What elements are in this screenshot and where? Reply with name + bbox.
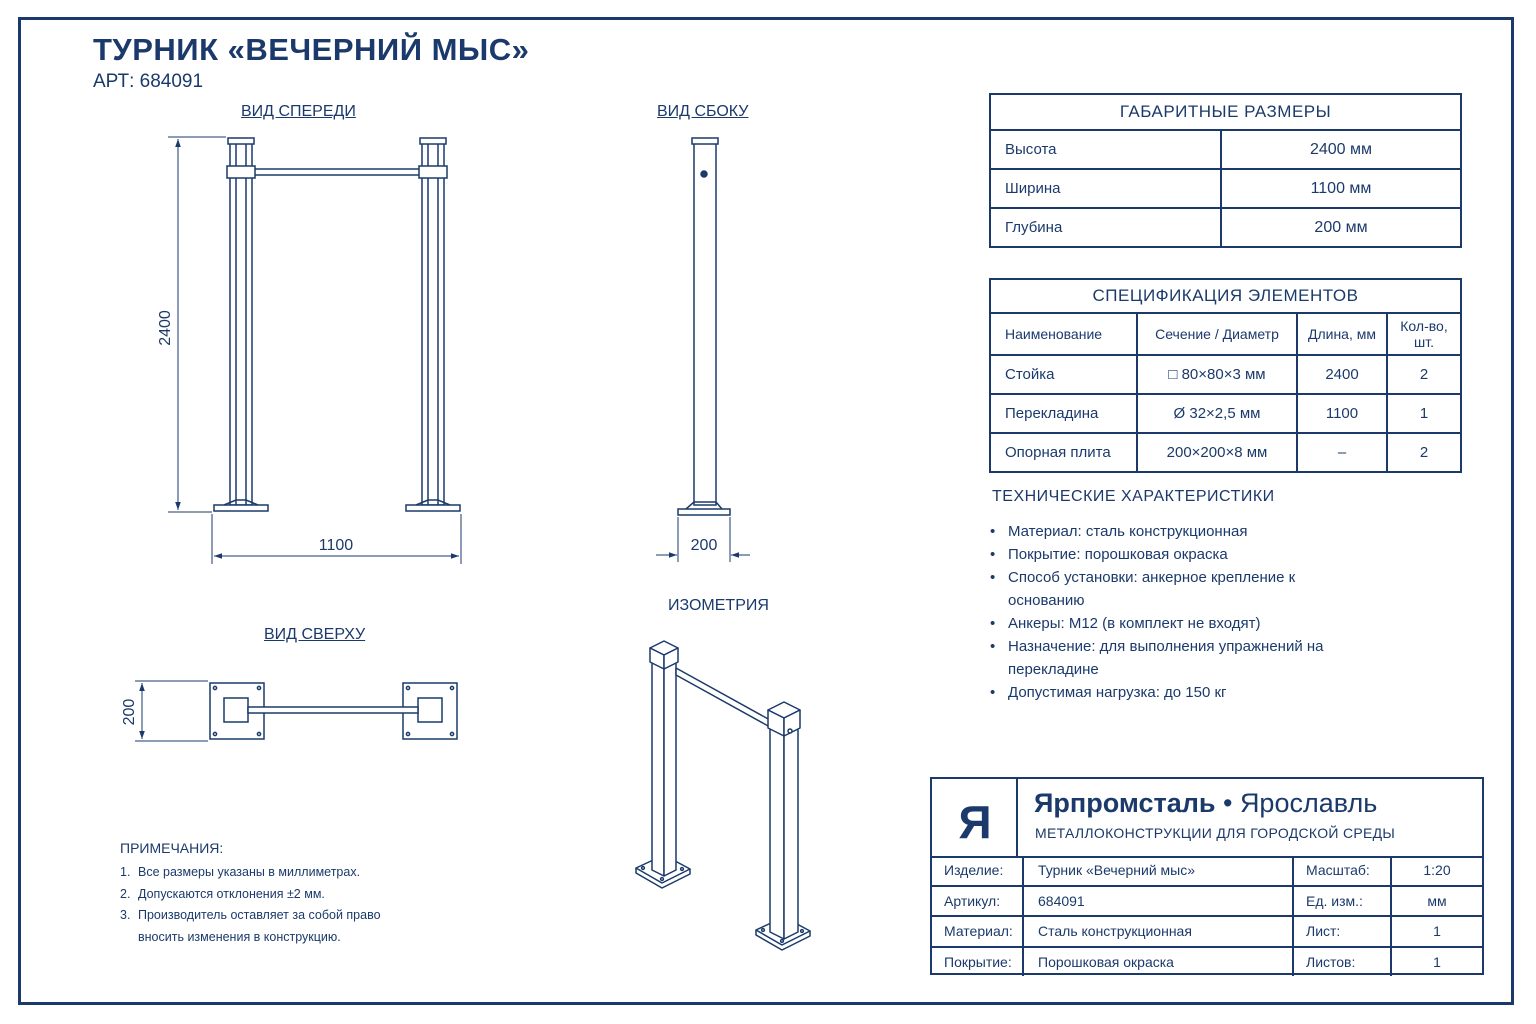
spec-cell: Ø 32×2,5 мм <box>1137 394 1297 433</box>
spec-header: Наименование <box>990 313 1137 355</box>
front-view-label: ВИД СПЕРЕДИ <box>241 103 356 120</box>
tech-characteristics-list <box>990 520 1338 704</box>
drawing-title: ТУРНИК «ВЕЧЕРНИЙ МЫС» <box>93 32 530 67</box>
list-item: • Материал: сталь конструкционная <box>990 520 1338 543</box>
company-city: Ярославль <box>1239 788 1378 818</box>
table-row <box>990 394 1461 433</box>
note-text: Производитель оставляет за собой право вносить изменения в конструкцию. <box>138 908 381 944</box>
top-bar <box>248 707 418 713</box>
height-dimension-text: 2400 <box>157 310 174 346</box>
top-view <box>210 683 457 739</box>
top-dimensions <box>135 681 208 741</box>
front-left-post <box>230 143 252 505</box>
dims-key: Ширина <box>990 169 1221 208</box>
list-item: • Допустимая нагрузка: до 150 кг <box>990 681 1338 704</box>
overall-dimensions-table <box>989 93 1462 248</box>
spec-cell: Стойка <box>990 355 1137 394</box>
dims-table-title: ГАБАРИТНЫЕ РАЗМЕРЫ <box>990 94 1461 130</box>
tech-characteristics-title: ТЕХНИЧЕСКИЕ ХАРАКТЕРИСТИКИ <box>992 488 1275 505</box>
table-row <box>990 169 1461 208</box>
side-cap <box>692 138 718 144</box>
table-row <box>932 916 1482 947</box>
stamp-value: 1 <box>1391 916 1482 947</box>
note-text: Допускаются отклонения ±2 мм. <box>138 886 325 901</box>
spec-cell: 200×200×8 мм <box>1137 433 1297 472</box>
dims-key: Глубина <box>990 208 1221 247</box>
side-view-label: ВИД СБОКУ <box>657 103 749 120</box>
stamp-value: 684091 <box>1023 886 1293 917</box>
note-text: Все размеры указаны в миллиметрах. <box>138 865 361 879</box>
title-block-table <box>932 856 1482 976</box>
front-right-post <box>422 143 444 505</box>
note-number: 1. <box>120 865 131 879</box>
spec-cell: 1 <box>1387 394 1461 433</box>
list-item: • Анкеры: М12 (в комплект не входят) <box>990 612 1338 635</box>
spec-table-title: СПЕЦИФИКАЦИЯ ЭЛЕМЕНТОВ <box>990 279 1461 313</box>
side-post <box>694 143 716 505</box>
iso-left-post-face-a <box>652 655 664 876</box>
front-view <box>214 138 460 511</box>
side-plate <box>678 509 730 515</box>
stamp-label: Ед. изм.: <box>1293 886 1391 917</box>
notes-title: ПРИМЕЧАНИЯ: <box>120 840 224 856</box>
front-dimensions <box>168 137 461 564</box>
note-number: 3. <box>120 908 131 922</box>
iso-crossbar <box>676 668 770 727</box>
front-left-clamp <box>227 166 255 178</box>
table-row <box>990 355 1461 394</box>
table-row <box>932 856 1482 886</box>
element-spec-table <box>989 278 1462 473</box>
spec-cell: 1100 <box>1297 394 1387 433</box>
front-bar <box>252 169 422 175</box>
list-item: • Назначение: для выполнения упражнений на перекладине <box>990 635 1338 681</box>
iso-left-post-face-b <box>664 655 676 876</box>
front-right-cap <box>420 138 446 144</box>
table-row <box>932 947 1482 977</box>
table-row <box>990 208 1461 247</box>
title-block <box>930 777 1484 975</box>
top-view-label: ВИД СВЕРХУ <box>264 626 366 643</box>
top-depth-text: 200 <box>121 698 138 726</box>
isometric-view-label: ИЗОМЕТРИЯ <box>668 597 769 614</box>
side-depth-text: 200 <box>690 537 718 554</box>
list-item: • Способ установки: анкерное крепление к основанию <box>990 566 1338 612</box>
table-row <box>932 886 1482 917</box>
spec-header: Длина, мм <box>1297 313 1387 355</box>
spec-cell: Перекладина <box>990 394 1137 433</box>
note-number: 2. <box>120 886 131 901</box>
stamp-value: 1 <box>1391 947 1482 977</box>
dims-value: 2400 мм <box>1221 130 1461 169</box>
spec-header: Кол-во, шт. <box>1387 313 1461 355</box>
company-name <box>1034 788 1377 819</box>
spec-cell: 2400 <box>1297 355 1387 394</box>
spec-header: Сечение / Диаметр <box>1137 313 1297 355</box>
stamp-value: Турник «Вечерний мыс» <box>1023 856 1293 886</box>
stamp-label: Лист: <box>1293 916 1391 947</box>
list-item <box>120 905 420 948</box>
stamp-label: Изделие: <box>944 862 1004 879</box>
list-item <box>120 884 420 906</box>
company-brand: Ярпромсталь <box>1034 788 1216 818</box>
dims-key: Высота <box>990 130 1221 169</box>
spec-cell: 2 <box>1387 355 1461 394</box>
stamp-value: Порошковая окраска <box>1023 947 1293 977</box>
side-view <box>678 138 730 515</box>
stamp-label: Материал: <box>932 916 1023 947</box>
list-item: • Покрытие: порошковая окраска <box>990 543 1338 566</box>
stamp-label: Артикул: <box>932 886 1023 917</box>
company-separator: • <box>1215 788 1240 818</box>
company-logo-mark: Я <box>958 796 992 848</box>
spec-cell: □ 80×80×3 мм <box>1137 355 1297 394</box>
stamp-label: Покрытие: <box>932 947 1023 977</box>
dims-value: 1100 мм <box>1221 169 1461 208</box>
spec-cell: – <box>1297 433 1387 472</box>
spec-cell: 2 <box>1387 433 1461 472</box>
width-dimension-text: 1100 <box>318 537 354 554</box>
top-right-post <box>418 698 442 722</box>
dims-value: 200 мм <box>1221 208 1461 247</box>
front-right-plate <box>406 505 460 511</box>
front-left-plate <box>214 505 268 511</box>
company-tagline: МЕТАЛЛОКОНСТРУКЦИИ ДЛЯ ГОРОДСКОЙ СРЕДЫ <box>1035 825 1396 841</box>
logo-cell <box>932 779 1018 856</box>
stamp-label: Масштаб: <box>1293 856 1391 886</box>
front-left-cap <box>228 138 254 144</box>
table-row <box>990 130 1461 169</box>
stamp-value: Сталь конструкционная <box>1023 916 1293 947</box>
notes-list <box>120 862 420 948</box>
top-left-post <box>224 698 248 722</box>
article-number: АРТ: 684091 <box>93 71 204 92</box>
stamp-label: Листов: <box>1293 947 1391 977</box>
stamp-value: 1:20 <box>1391 856 1482 886</box>
table-row <box>990 433 1461 472</box>
stamp-value: мм <box>1391 886 1482 917</box>
iso-right-post-face-b <box>784 717 798 939</box>
isometric-view <box>636 641 810 950</box>
front-right-clamp <box>419 166 447 178</box>
list-item <box>120 862 420 884</box>
spec-cell: Опорная плита <box>990 433 1137 472</box>
side-bar-hole <box>701 171 707 177</box>
iso-right-post-face-a <box>770 717 784 939</box>
